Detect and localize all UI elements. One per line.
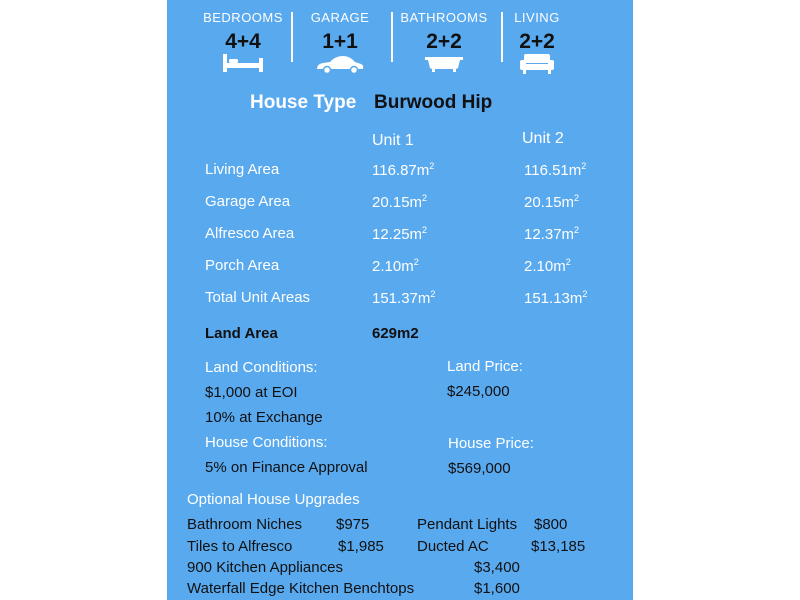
house-type-label: House Type (250, 92, 357, 113)
area-label: Total Unit Areas (205, 289, 311, 306)
upgrade-price: $3,400 (474, 559, 520, 576)
upgrade-price: $1,600 (474, 580, 520, 597)
feature-bedrooms (188, 0, 298, 80)
area-unit1: $20.15m^2$ (372, 193, 428, 211)
bed-icon (222, 54, 264, 77)
upgrade-label: Pendant Lights (417, 516, 518, 533)
column-unit1: Unit 1 (372, 132, 414, 149)
land-price-label: Land Price: (447, 358, 523, 375)
property-info-panel (167, 0, 633, 600)
area-unit2: $151.13m^2$ (524, 289, 588, 307)
house-type-value: Burwood Hip (374, 92, 493, 113)
feature-label: LIVING (514, 10, 560, 25)
land-condition-line: $1,000 at EOI (205, 384, 298, 401)
upgrade-label: Ducted AC (417, 538, 489, 555)
upgrade-label: 900 Kitchen Appliances (187, 559, 343, 576)
house-price-label: House Price: (448, 435, 534, 452)
upgrade-price: $975 (336, 516, 370, 533)
land-condition-line: 10% at Exchange (205, 409, 323, 426)
area-unit1: $116.87m^2$ (372, 161, 435, 179)
house-price-value: $569,000 (448, 460, 511, 477)
upgrade-price: $1,985 (338, 538, 384, 555)
area-unit2: $20.15m^2$ (524, 193, 580, 211)
feature-value: 1+1 (322, 30, 358, 53)
land-price-value: $245,000 (447, 383, 510, 400)
area-unit1: $12.25m^2$ (372, 225, 428, 243)
area-unit1: $151.37m^2$ (372, 289, 436, 307)
upgrade-label: Waterfall Edge Kitchen Benchtops (187, 580, 415, 597)
area-unit1: $2.10m^2$ (372, 257, 419, 275)
land-conditions-label: Land Conditions: (205, 359, 318, 376)
area-label: Living Area (205, 161, 280, 178)
area-unit2: $116.51m^2$ (524, 161, 587, 179)
car-icon (315, 54, 365, 79)
sofa-icon (519, 54, 555, 79)
area-unit2: $12.37m^2$ (524, 225, 580, 243)
feature-value: 2+2 (519, 30, 555, 53)
area-label: Alfresco Area (205, 225, 295, 242)
upgrade-price: $800 (534, 516, 568, 533)
upgrade-label: Tiles to Alfresco (187, 538, 293, 555)
area-label: Porch Area (205, 257, 280, 274)
feature-garage (285, 0, 395, 80)
feature-living (482, 0, 592, 80)
land-area-label: Land Area (205, 325, 278, 342)
feature-value: 4+4 (225, 30, 261, 53)
bathtub-icon (424, 54, 464, 77)
feature-value: 2+2 (426, 30, 462, 53)
feature-label: BEDROOMS (203, 10, 283, 25)
feature-label: GARAGE (310, 10, 370, 25)
area-label: Garage Area (205, 193, 291, 210)
feature-label: BATHROOMS (400, 10, 488, 25)
area-unit2: $2.10m^2$ (524, 257, 571, 275)
house-condition-line: 5% on Finance Approval (205, 459, 368, 476)
upgrade-price: $13,185 (531, 538, 586, 555)
upgrade-label: Bathroom Niches (187, 516, 303, 533)
house-conditions-label: House Conditions: (205, 434, 328, 451)
land-area-value: 629m2 (372, 325, 419, 342)
column-unit2: Unit 2 (522, 130, 564, 147)
upgrades-title: Optional House Upgrades (187, 491, 360, 508)
